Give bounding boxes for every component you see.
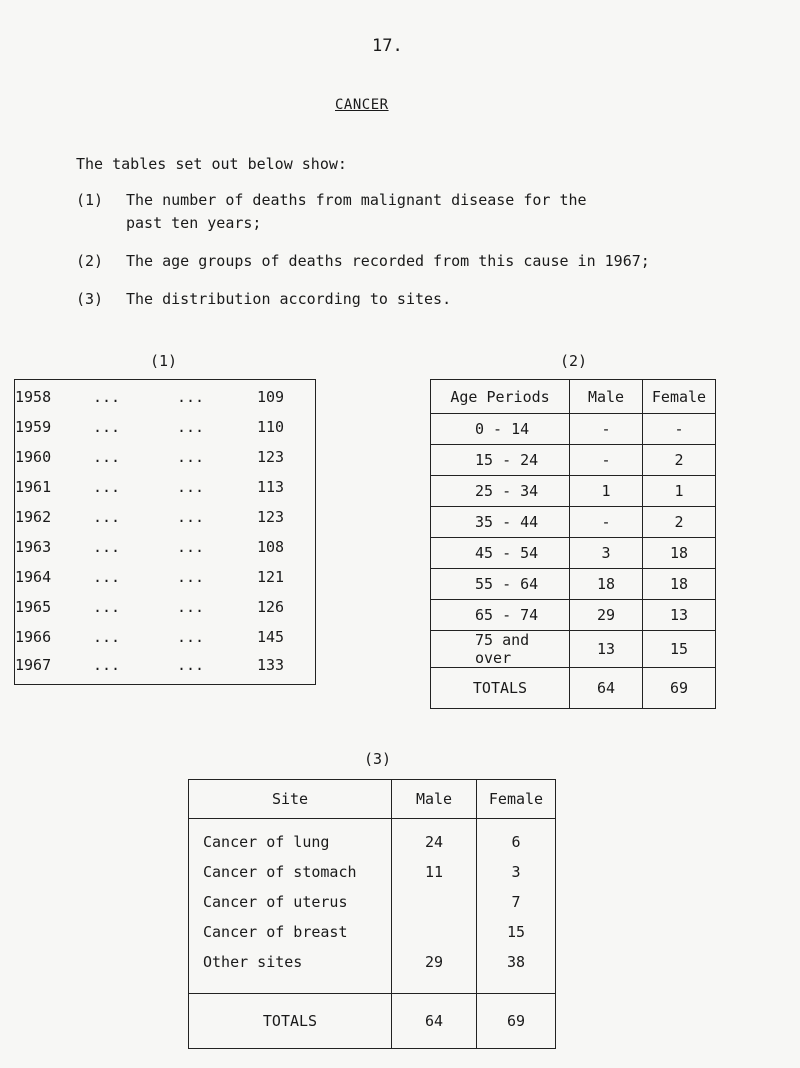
leader-dots: ... xyxy=(177,508,205,526)
table1-caption: (1) xyxy=(150,352,178,370)
table-row xyxy=(15,628,315,658)
female-cell: 3 xyxy=(477,857,556,887)
list-item xyxy=(76,191,587,209)
male-cell: - xyxy=(570,414,643,445)
female-cell: 6 xyxy=(477,827,556,857)
age-cell: 15 - 24 xyxy=(431,445,570,476)
list-item-text: The number of deaths from malignant disease for the xyxy=(126,191,587,209)
leader-dots: ... xyxy=(177,388,205,406)
deaths-cell: 110 xyxy=(257,418,285,436)
table-row xyxy=(15,418,315,448)
sites-table xyxy=(188,779,556,1049)
column-header: Female xyxy=(643,380,716,414)
leader-dots: ... xyxy=(177,538,205,556)
table-header-row xyxy=(189,780,556,819)
leader-dots: ... xyxy=(93,478,121,496)
totals-label: TOTALS xyxy=(189,994,392,1049)
table-row xyxy=(15,448,315,478)
female-cell: 2 xyxy=(643,507,716,538)
table-row xyxy=(189,947,556,977)
spacer-row xyxy=(189,977,556,994)
deaths-cell: 108 xyxy=(257,538,285,556)
totals-row xyxy=(189,994,556,1049)
deaths-cell: 123 xyxy=(257,508,285,526)
male-cell: 18 xyxy=(570,569,643,600)
leader-dots: ... xyxy=(93,598,121,616)
site-cell: Cancer of lung xyxy=(189,827,392,857)
year-cell: 1967 xyxy=(15,656,52,674)
leader-dots: ... xyxy=(177,628,205,646)
site-cell: Cancer of breast xyxy=(189,917,392,947)
age-cell: 55 - 64 xyxy=(431,569,570,600)
leader-dots: ... xyxy=(177,598,205,616)
age-cell: 45 - 54 xyxy=(431,538,570,569)
table2-caption: (2) xyxy=(560,352,588,370)
male-cell xyxy=(392,887,477,917)
deaths-cell: 126 xyxy=(257,598,285,616)
list-item-text: The distribution according to sites. xyxy=(126,290,452,308)
column-header: Male xyxy=(392,780,477,819)
table-row xyxy=(189,917,556,947)
deaths-by-year-table xyxy=(14,379,316,685)
leader-dots: ... xyxy=(93,656,121,674)
male-cell xyxy=(392,917,477,947)
leader-dots: ... xyxy=(177,656,205,674)
totals-label: TOTALS xyxy=(431,668,570,709)
column-header: Female xyxy=(477,780,556,819)
leader-dots: ... xyxy=(93,508,121,526)
table3-caption: (3) xyxy=(364,750,392,768)
table-row xyxy=(189,857,556,887)
leader-dots: ... xyxy=(93,418,121,436)
table-row xyxy=(431,414,716,445)
list-item-number: (1) xyxy=(76,191,104,209)
year-cell: 1965 xyxy=(15,598,52,616)
page-title: CANCER xyxy=(335,97,389,113)
page-number: 17. xyxy=(372,36,403,56)
male-cell: 29 xyxy=(570,600,643,631)
year-cell: 1960 xyxy=(15,448,52,466)
deaths-cell: 121 xyxy=(257,568,285,586)
table-row xyxy=(15,568,315,598)
year-cell: 1959 xyxy=(15,418,52,436)
list-item-continuation: past ten years; xyxy=(126,214,262,232)
age-cell: 0 - 14 xyxy=(431,414,570,445)
list-item xyxy=(76,252,650,270)
male-cell: - xyxy=(570,507,643,538)
table-row xyxy=(431,569,716,600)
age-cell: 35 - 44 xyxy=(431,507,570,538)
age-cell: 25 - 34 xyxy=(431,476,570,507)
list-item xyxy=(76,290,451,308)
year-cell: 1958 xyxy=(15,388,52,406)
age-groups-table xyxy=(430,379,716,709)
deaths-cell: 109 xyxy=(257,388,285,406)
deaths-cell: 113 xyxy=(257,478,285,496)
deaths-cell: 123 xyxy=(257,448,285,466)
female-cell: 13 xyxy=(643,600,716,631)
deaths-cell: 133 xyxy=(257,656,285,674)
leader-dots: ... xyxy=(93,568,121,586)
leader-dots: ... xyxy=(93,448,121,466)
site-cell: Other sites xyxy=(189,947,392,977)
deaths-cell: 145 xyxy=(257,628,285,646)
table-row xyxy=(431,476,716,507)
female-cell: 15 xyxy=(477,917,556,947)
leader-dots: ... xyxy=(93,388,121,406)
table-header-row xyxy=(431,380,716,414)
leader-dots: ... xyxy=(177,418,205,436)
female-cell: 18 xyxy=(643,569,716,600)
table-row xyxy=(431,600,716,631)
female-cell: 18 xyxy=(643,538,716,569)
age-cell: 65 - 74 xyxy=(431,600,570,631)
table-row xyxy=(15,508,315,538)
female-total: 69 xyxy=(477,994,556,1049)
male-cell: 11 xyxy=(392,857,477,887)
table-row xyxy=(189,827,556,857)
table-row xyxy=(15,598,315,628)
spacer-row xyxy=(189,819,556,828)
column-header: Site xyxy=(189,780,392,819)
intro-text: The tables set out below show: xyxy=(76,155,347,173)
column-header: Age Periods xyxy=(431,380,570,414)
site-cell: Cancer of uterus xyxy=(189,887,392,917)
leader-dots: ... xyxy=(177,568,205,586)
table-row xyxy=(431,445,716,476)
male-cell: 24 xyxy=(392,827,477,857)
year-cell: 1962 xyxy=(15,508,52,526)
site-cell: Cancer of stomach xyxy=(189,857,392,887)
female-cell: 2 xyxy=(643,445,716,476)
table-row xyxy=(431,631,716,668)
table-row xyxy=(431,538,716,569)
male-cell: 29 xyxy=(392,947,477,977)
table-row xyxy=(15,538,315,568)
leader-dots: ... xyxy=(177,448,205,466)
female-cell: - xyxy=(643,414,716,445)
table-row xyxy=(15,388,315,418)
leader-dots: ... xyxy=(93,538,121,556)
list-item-number: (3) xyxy=(76,290,104,308)
female-cell: 7 xyxy=(477,887,556,917)
male-cell: - xyxy=(570,445,643,476)
male-total: 64 xyxy=(570,668,643,709)
female-cell: 38 xyxy=(477,947,556,977)
female-total: 69 xyxy=(643,668,716,709)
age-cell: 75 and over xyxy=(431,631,570,668)
leader-dots: ... xyxy=(93,628,121,646)
male-cell: 3 xyxy=(570,538,643,569)
table-row xyxy=(189,887,556,917)
table-row xyxy=(15,656,315,686)
female-cell: 15 xyxy=(643,631,716,668)
list-item-number: (2) xyxy=(76,252,104,270)
year-cell: 1961 xyxy=(15,478,52,496)
male-cell: 13 xyxy=(570,631,643,668)
year-cell: 1963 xyxy=(15,538,52,556)
year-cell: 1966 xyxy=(15,628,52,646)
leader-dots: ... xyxy=(177,478,205,496)
male-cell: 1 xyxy=(570,476,643,507)
table-row xyxy=(15,478,315,508)
year-cell: 1964 xyxy=(15,568,52,586)
female-cell: 1 xyxy=(643,476,716,507)
column-header: Male xyxy=(570,380,643,414)
totals-row xyxy=(431,668,716,709)
table-row xyxy=(431,507,716,538)
male-total: 64 xyxy=(392,994,477,1049)
list-item-text: The age groups of deaths recorded from this cause in 1967; xyxy=(126,252,650,270)
